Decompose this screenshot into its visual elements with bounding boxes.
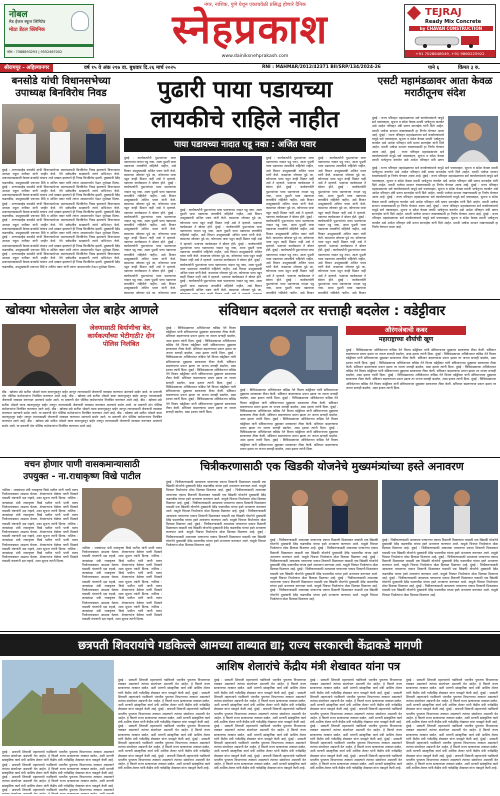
story-forts-photo xyxy=(2,660,114,746)
story-vadettiwar-headline: संविधान बदलले तर सत्ताही बदलेल : वडेट्टीवार xyxy=(218,303,446,319)
divider-2 xyxy=(0,457,500,458)
story-vikhe-headline: वचन होणार पाणी वासकमान्यासाठी xyxy=(24,460,140,470)
story-khokya-body: बीड : खोक्या उर्फ सतीश भोसले याला कारागृहातून बाहेर आणून त्याच्यासाठी जेवणाची व्यवस्था करण्यात आल्याचे समोर आले. या प्रकरणी दोन पोलिस कर्मचाऱ्यांना निलंबित करण्यात आले आहे. बीड : खोक्या उर्फ सतीश भोसले याला कारागृहातून बाहेर आणून त्याच्यासाठी जेवणाची व्यवस्था करण्यात आल्याचे समोर आले. या प्रकरणी दोन पोलिस कर्मचाऱ्यांना निलंबित करण्यात आले आहे. बीड : खोक्या उर्फ सतीश भोसले याला कारागृहातून बाहेर आणून त्याच्यासाठी जेवणाची व्यवस्था करण्यात आल्याचे समोर आले. या प्रकरणी दोन पोलिस कर्मचाऱ्यांना निलंबित करण्यात आले आहे. बीड : खोक्या उर्फ सतीश भोसले याला कारागृहातून बाहेर आणून त्याच्यासाठी जेवणाची व्यवस्था करण्यात आल्याचे समोर आले. या प्रकरणी दोन पोलिस कर्मचाऱ्यांना निलंबित करण्यात आले आहे. बीड : खोक्या उर्फ सतीश भोसले याला कारागृहातून बाहेर आणून त्याच्यासाठी जेवणाची व्यवस्था करण्यात आल्याचे समोर आले. या प्रकरणी दोन पोलिस कर्मचाऱ्यांना निलंबित करण्यात आले आहे. बीड : खोक्या उर्फ सतीश भोसले याला कारागृहातून बाहेर आणून त्याच्यासाठी जेवणाची व्यवस्था करण्यात आल्याचे समोर आले. या प्रकरणी दोन पोलिस कर्मचाऱ्यांना निलंबित करण्यात आले आहे. xyxy=(2,390,162,428)
story-st xyxy=(372,76,498,296)
right-ad-logo xyxy=(407,6,421,20)
story-vadettiwar-body-a: मुंबई : विधिमंडळाच्या अधिवेशनात काँग्रेस नेते विजय वडेट्टीवार यांनी संविधानाच्या मुद्द्यावर सरकारवर टीका केली. संविधान बदलण्याचा प्रयत्न झाला तर जनता सत्ताही बदलेल, असा इशारा त्यांनी दिला. मुंबई : विधिमंडळाच्या अधिवेशनात काँग्रेस नेते विजय वडेट्टीवार यांनी संविधानाच्या मुद्द्यावर सरकारवर टीका केली. संविधान बदलण्याचा प्रयत्न झाला तर जनता सत्ताही बदलेल, असा इशारा त्यांनी दिला. मुंबई : विधिमंडळाच्या अधिवेशनात काँग्रेस नेते विजय वडेट्टीवार यांनी संविधानाच्या मुद्द्यावर सरकारवर टीका केली. संविधान बदलण्याचा प्रयत्न झाला तर जनता सत्ताही बदलेल, असा इशारा त्यांनी दिला. मुंबई : विधिमंडळाच्या अधिवेशनात काँग्रेस नेते विजय वडेट्टीवार यांनी संविधानाच्या मुद्द्यावर सरकारवर टीका केली. संविधान बदलण्याचा प्रयत्न झाला तर जनता सत्ताही बदलेल, असा इशारा त्यांनी दिला. मुंबई : विधिमंडळाच्या अधिवेशनात काँग्रेस नेते विजय वडेट्टीवार यांनी संविधानाच्या मुद्द्यावर सरकारवर टीका केली. संविधान बदलण्याचा प्रयत्न झाला तर जनता सत्ताही बदलेल, असा इशारा त्यांनी दिला. मुंबई : विधिमंडळाच्या अधिवेशनात काँग्रेस नेते विजय वडेट्टीवार यांनी संविधानाच्या मुद्द्यावर सरकारवर टीका केली. संविधान बदलण्याचा प्रयत्न झाला तर जनता सत्ताही बदलेल, असा इशारा त्यांनी दिला. xyxy=(166,326,236,415)
lead-body-col2: मुंबई : कार्यकर्त्यांनी पुढाऱ्यांच्या पाया पडण्याच्या नादात पडू नका, आता पुढारी पाया पडायच्या लायकीचे राहिलेले नाहीत, असे विधान उपमुख्यमंत्री अजित पवार यांनी केले. कामाच्या जोरावर पुढे जा, कोणाच्या पाया पडून काही मिळत नाही असे ते म्हणाले. पक्षाच्या कार्यक्रमात ते बोलत होते. मुंबई : कार्यकर्त्यांनी पुढाऱ्यांच्या पाया पडण्याच्या नादात पडू नका, आता पुढारी पाया पडायच्या लायकीचे राहिलेले नाहीत, असे विधान उपमुख्यमंत्री अजित पवार यांनी केले. कामाच्या जोरावर पुढे जा, कोणाच्या पाया पडून काही मिळत नाही असे ते म्हणाले. पक्षाच्या कार्यक्रमात ते बोलत होते. मुंबई : कार्यकर्त्यांनी पुढाऱ्यांच्या पाया पडण्याच्या नादात पडू नका, आता पुढारी पाया पडायच्या लायकीचे राहिलेले नाहीत, असे विधान उपमुख्यमंत्री अजित पवार यांनी केले. कामाच्या जोरावर पुढे जा, कोणाच्या पाया पडून काही मिळत नाही असे ते म्हणाले. पक्षाच्या कार्यक्रमात ते बोलत होते. मुंबई : कार्यकर्त्यांनी पुढाऱ्यांच्या पाया पडण्याच्या नादात पडू नका, आता पुढारी पाया पडायच्या लायकीचे राहिलेले नाहीत, असे विधान उपमुख्यमंत्री अजित पवार यांनी केले. कामाच्या जोरावर पुढे जा, कोणाच्या पाया पडून काही मिळत नाही असे ते म्हणाले. पक्षाच्या कार्यक्रमात ते बोलत होते. मुंबई : कार्यकर्त्यांनी पुढाऱ्यांच्या पाया पडण्याच्या नादात पडू नका, आता पुढारी पाया पडायच्या लायकीचे राहिलेले नाहीत, असे विधान उपमुख्यमंत्री अजित पवार यांनी केले. कामाच्या जोरावर पुढे जा, xyxy=(180,208,262,292)
story-film-body-c: मुंबई : चित्रीकरणासाठी आवश्यक परवानग्या एकाच ठिकाणी मिळाव्यात यासाठी एक खिडकी योजनेचे मुख्यमंत्री देवेंद्र फडणवीस यांच्या हस्ते अनावरण करण्यात आले. यामुळे चित्रपट निर्मात्यांना मोठा दिलासा मिळणार आहे. मुंबई : चित्रीकरणासाठी आवश्यक परवानग्या एकाच ठिकाणी मिळाव्यात यासाठी एक खिडकी योजनेचे मुख्यमंत्री देवेंद्र फडणवीस यांच्या हस्ते अनावरण करण्यात आले. यामुळे चित्रपट निर्मात्यांना मोठा दिलासा मिळणार आहे. मुंबई : चित्रीकरणासाठी आवश्यक परवानग्या एकाच ठिकाणी मिळाव्यात यासाठी एक खिडकी योजनेचे मुख्यमंत्री देवेंद्र फडणवीस यांच्या हस्ते अनावरण करण्यात आले. यामुळे चित्रपट निर्मात्यांना मोठा दिलासा मिळणार आहे. मुंबई : चित्रीकरणासाठी आवश्यक परवानग्या एकाच ठिकाणी मिळाव्यात यासाठी एक खिडकी योजनेचे मुख्यमंत्री देवेंद्र फडणवीस यांच्या हस्ते अनावरण करण्यात आले. यामुळे चित्रपट निर्मात्यांना मोठा दिलासा मिळणार आहे. मुंबई : चित्रीकरणासाठी आवश्यक परवानग्या एकाच ठिकाणी मिळाव्यात यासाठी एक खिडकी योजनेचे मुख्यमंत्री देवेंद्र फडणवीस यांच्या हस्ते अनावरण करण्यात आले. यामुळे चित्रपट निर्मात्यांना मोठा दिलासा मिळणार आहे. मुंबई : चित्रीकरणासाठी आवश्यक परवानग्या एकाच ठिकाणी मिळाव्यात यासाठी एक खिडकी योजनेचे मुख्यमंत्री देवेंद्र फडणवीस यांच्या हस्ते अनावरण करण्यात आले. यामुळे चित्रपट निर्मात्यांना मोठा दिलासा मिळणार आहे. xyxy=(382,538,498,597)
story-forts-body-c: मुंबई : छत्रपती शिवाजी महाराजांचे गडकिल्ले भारतीय पुरातत्व विभागाच्या ताब्यात असल्याने त्यांच्या संवर्धनात अडचणी येत आहेत. हे किल्ले राज्य सरकारच्या ताब्यात द्यावेत, अशी मागणी सांस्कृतिक कार्य मंत्री आशिष शेलार यांनी केंद्रीय मंत्री गजेंद्रसिंह शेखावत यांना पत्राद्वारे केली आहे. मुंबई : छत्रपती शिवाजी महाराजांचे गडकिल्ले भारतीय पुरातत्व विभागाच्या ताब्यात असल्याने त्यांच्या संवर्धनात अडचणी येत आहेत. हे किल्ले राज्य सरकारच्या ताब्यात द्यावेत, अशी मागणी सांस्कृतिक कार्य मंत्री आशिष शेलार यांनी केंद्रीय मंत्री गजेंद्रसिंह शेखावत यांना पत्राद्वारे केली आहे. मुंबई : छत्रपती शिवाजी महाराजांचे गडकिल्ले भारतीय पुरातत्व विभागाच्या ताब्यात असल्याने त्यांच्या संवर्धनात अडचणी येत आहेत. हे किल्ले राज्य सरकारच्या ताब्यात द्यावेत, अशी मागणी सांस्कृतिक कार्य मंत्री आशिष शेलार यांनी केंद्रीय मंत्री गजेंद्रसिंह शेखावत यांना पत्राद्वारे केली आहे. मुंबई : छत्रपती शिवाजी महाराजांचे गडकिल्ले भारतीय पुरातत्व विभागाच्या ताब्यात असल्याने त्यांच्या संवर्धनात अडचणी येत आहेत. हे किल्ले राज्य सरकारच्या ताब्यात द्यावेत, अशी मागणी सांस्कृतिक कार्य मंत्री आशिष शेलार यांनी केंद्रीय मंत्री गजेंद्रसिंह शेखावत यांना पत्राद्वारे केली आहे. मुंबई : छत्रपती शिवाजी महाराजांचे गडकिल्ले भारतीय पुरातत्व विभागाच्या ताब्यात असल्याने त्यांच्या संवर्धनात अडचणी येत आहेत. हे किल्ले राज्य सरकारच्या ताब्यात द्यावेत, अशी मागणी सांस्कृतिक कार्य मंत्री आशिष शेलार यांनी केंद्रीय मंत्री गजेंद्रसिंह शेखावत यांना पत्राद्वारे केली आहे. मुंबई : छत्रपती शिवाजी महाराजांचे गडकिल्ले भारतीय पुरातत्व विभागाच्या ताब्यात असल्याने त्यांच्या संवर्धनात अडचणी येत आहेत. हे किल्ले राज्य सरकारच्या ताब्यात द्यावेत, अशी मागणी सांस्कृतिक कार्य मंत्री आशिष शेलार यांनी केंद्रीय मंत्री गजेंद्रसिंह शेखावत यांना पत्राद्वारे केली आहे. xyxy=(214,678,306,771)
story-film xyxy=(166,460,498,628)
story-vikhe-photo xyxy=(82,488,162,542)
lead-body-col1: मुंबई : कार्यकर्त्यांनी पुढाऱ्यांच्या पाया पडण्याच्या नादात पडू नका, आता पुढारी पाया पडायच्या लायकीचे राहिलेले नाहीत, असे विधान उपमुख्यमंत्री अजित पवार यांनी केले. कामाच्या जोरावर पुढे जा, कोणाच्या पाया पडून काही मिळत नाही असे ते म्हणाले. पक्षाच्या कार्यक्रमात ते बोलत होते. मुंबई : कार्यकर्त्यांनी पुढाऱ्यांच्या पाया पडण्याच्या नादात पडू नका, आता पुढारी पाया पडायच्या लायकीचे राहिलेले नाहीत, असे विधान उपमुख्यमंत्री अजित पवार यांनी केले. कामाच्या जोरावर पुढे जा, कोणाच्या पाया पडून काही मिळत नाही असे ते म्हणाले. पक्षाच्या कार्यक्रमात ते बोलत होते. मुंबई : कार्यकर्त्यांनी पुढाऱ्यांच्या पाया पडण्याच्या नादात पडू नका, आता पुढारी पाया पडायच्या लायकीचे राहिलेले नाहीत, असे विधान उपमुख्यमंत्री अजित पवार यांनी केले. कामाच्या जोरावर पुढे जा, कोणाच्या पाया पडून काही मिळत नाही असे ते म्हणाले. पक्षाच्या कार्यक्रमात ते बोलत होते. मुंबई : कार्यकर्त्यांनी पुढाऱ्यांच्या पाया पडण्याच्या नादात पडू नका, आता पुढारी पाया पडायच्या लायकीचे राहिलेले नाहीत, असे विधान उपमुख्यमंत्री अजित पवार यांनी केले. कामाच्या जोरावर पुढे जा, कोणाच्या पाया पडून काही मिळत नाही असे ते म्हणाले. पक्षाच्या कार्यक्रमात ते बोलत होते. मुंबई : कार्यकर्त्यांनी पुढाऱ्यांच्या पाया पडण्याच्या नादात पडू नका, आता पुढारी पाया पडायच्या लायकीचे राहिलेले नाहीत, असे विधान उपमुख्यमंत्री अजित पवार यांनी केले. कामाच्या जोरावर पुढे जा, कोणाच्या पाया xyxy=(124,156,176,294)
story-forts-body-b: मुंबई : छत्रपती शिवाजी महाराजांचे गडकिल्ले भारतीय पुरातत्व विभागाच्या ताब्यात असल्याने त्यांच्या संवर्धनात अडचणी येत आहेत. हे किल्ले राज्य सरकारच्या ताब्यात द्यावेत, अशी मागणी सांस्कृतिक कार्य मंत्री आशिष शेलार यांनी केंद्रीय मंत्री गजेंद्रसिंह शेखावत यांना पत्राद्वारे केली आहे. मुंबई : छत्रपती शिवाजी महाराजांचे गडकिल्ले भारतीय पुरातत्व विभागाच्या ताब्यात असल्याने त्यांच्या संवर्धनात अडचणी येत आहेत. हे किल्ले राज्य सरकारच्या ताब्यात द्यावेत, अशी मागणी सांस्कृतिक कार्य मंत्री आशिष शेलार यांनी केंद्रीय मंत्री गजेंद्रसिंह शेखावत यांना पत्राद्वारे केली आहे. मुंबई : छत्रपती शिवाजी महाराजांचे गडकिल्ले भारतीय पुरातत्व विभागाच्या ताब्यात असल्याने त्यांच्या संवर्धनात अडचणी येत आहेत. हे किल्ले राज्य सरकारच्या ताब्यात द्यावेत, अशी मागणी सांस्कृतिक कार्य मंत्री आशिष शेलार यांनी केंद्रीय मंत्री गजेंद्रसिंह शेखावत यांना पत्राद्वारे केली आहे. मुंबई : छत्रपती शिवाजी महाराजांचे गडकिल्ले भारतीय पुरातत्व विभागाच्या ताब्यात असल्याने त्यांच्या संवर्धनात अडचणी येत आहेत. हे किल्ले राज्य सरकारच्या ताब्यात द्यावेत, अशी मागणी सांस्कृतिक कार्य मंत्री आशिष शेलार यांनी केंद्रीय मंत्री गजेंद्रसिंह शेखावत यांना पत्राद्वारे केली आहे. मुंबई : छत्रपती शिवाजी महाराजांचे गडकिल्ले भारतीय पुरातत्व विभागाच्या ताब्यात असल्याने त्यांच्या संवर्धनात अडचणी येत आहेत. हे किल्ले राज्य सरकारच्या ताब्यात द्यावेत, अशी मागणी सांस्कृतिक कार्य मंत्री आशिष शेलार यांनी केंद्रीय मंत्री गजेंद्रसिंह शेखावत यांना पत्राद्वारे केली आहे. मुंबई : छत्रपती शिवाजी महाराजांचे गडकिल्ले भारतीय पुरातत्व विभागाच्या ताब्यात असल्याने त्यांच्या संवर्धनात अडचणी येत आहेत. हे किल्ले राज्य सरकारच्या ताब्यात द्यावेत, अशी मागणी सांस्कृतिक कार्य मंत्री आशिष शेलार यांनी केंद्रीय मंत्री गजेंद्रसिंह शेखावत यांना पत्राद्वारे केली आहे. xyxy=(118,678,210,771)
story-vadettiwar-body-b: मुंबई : विधिमंडळाच्या अधिवेशनात काँग्रेस नेते विजय वडेट्टीवार यांनी संविधानाच्या मुद्द्यावर सरकारवर टीका केली. संविधान बदलण्याचा प्रयत्न झाला तर जनता सत्ताही बदलेल, असा इशारा त्यांनी दिला. मुंबई : विधिमंडळाच्या अधिवेशनात काँग्रेस नेते विजय वडेट्टीवार यांनी संविधानाच्या मुद्द्यावर सरकारवर टीका केली. संविधान बदलण्याचा प्रयत्न झाला तर जनता सत्ताही बदलेल, असा इशारा त्यांनी दिला. मुंबई : विधिमंडळाच्या अधिवेशनात काँग्रेस नेते विजय वडेट्टीवार यांनी संविधानाच्या मुद्द्यावर सरकारवर टीका केली. संविधान बदलण्याचा प्रयत्न झाला तर जनता सत्ताही बदलेल, असा इशारा त्यांनी दिला. मुंबई : विधिमंडळाच्या अधिवेशनात काँग्रेस नेते विजय वडेट्टीवार यांनी संविधानाच्या मुद्द्यावर सरकारवर टीका केली. संविधान बदलण्याचा प्रयत्न झाला तर जनता सत्ताही बदलेल, असा इशारा त्यांनी दिला. मुंबई : विधिमंडळाच्या अधिवेशनात काँग्रेस नेते विजय वडेट्टीवार यांनी संविधानाच्या मुद्द्यावर सरकारवर टीका केली. संविधान बदलण्याचा प्रयत्न झाला तर जनता सत्ताही बदलेल, असा इशारा त्यांनी दिला. मुंबई : विधिमंडळाच्या अधिवेशनात काँग्रेस नेते विजय वडेट्टीवार यांनी संविधानाच्या मुद्द्यावर सरकारवर टीका केली. संविधान बदलण्याचा प्रयत्न झाला तर जनता सत्ताही बदलेल, असा इशारा त्यांनी दिला. xyxy=(240,388,338,451)
story-film-photo-2 xyxy=(382,480,498,534)
right-ad-line1: Ready Mix Concrete xyxy=(425,19,482,25)
story-bansode-headline: बनसोडे यांची विधानसभेच्या उपाध्यक्ष बिनविरोध निवड xyxy=(11,76,111,99)
story-st-photo xyxy=(448,116,498,162)
left-ad-subtitle: मेड ईजल स्कूल लिमिटेड xyxy=(9,19,46,24)
left-ad-line: मोठा डेंटल क्लिनिक xyxy=(9,27,45,33)
left-ad-phone: फोन : 7588893293 | 9552467002 xyxy=(7,50,63,54)
story-film-photo-1 xyxy=(270,480,378,534)
divider-1 xyxy=(0,299,500,300)
right-ad xyxy=(404,4,496,58)
lead-body-col4: मुंबई : कार्यकर्त्यांनी पुढाऱ्यांच्या पाया पडण्याच्या नादात पडू नका, आता पुढारी पाया पडायच्या लायकीचे राहिलेले नाहीत, असे विधान उपमुख्यमंत्री अजित पवार यांनी केले. कामाच्या जोरावर पुढे जा, कोणाच्या पाया पडून काही मिळत नाही असे ते म्हणाले. पक्षाच्या कार्यक्रमात ते बोलत होते. मुंबई : कार्यकर्त्यांनी पुढाऱ्यांच्या पाया पडण्याच्या नादात पडू नका, आता पुढारी पाया पडायच्या लायकीचे राहिलेले नाहीत, असे विधान उपमुख्यमंत्री अजित पवार यांनी केले. कामाच्या जोरावर पुढे जा, कोणाच्या पाया पडून काही मिळत नाही असे ते म्हणाले. पक्षाच्या कार्यक्रमात ते बोलत होते. मुंबई : कार्यकर्त्यांनी पुढाऱ्यांच्या पाया पडण्याच्या नादात पडू नका, आता पुढारी पाया पडायच्या लायकीचे राहिलेले नाहीत, असे विधान उपमुख्यमंत्री अजित पवार यांनी केले. कामाच्या जोरावर पुढे जा, कोणाच्या पाया पडून काही मिळत नाही असे ते म्हणाले. पक्षाच्या कार्यक्रमात ते बोलत होते. मुंबई : कार्यकर्त्यांनी पुढाऱ्यांच्या पाया पडण्याच्या नादात पडू नका, आता पुढारी पाया पडायच्या लायकीचे राहिलेले नाहीत, असे विधान उपमुख्यमंत्री अजित पवार यांनी केले. कामाच्या जोरावर पुढे जा, कोणाच्या पाया पडून काही मिळत नाही असे ते म्हणाले. पक्षाच्या कार्यक्रमात ते बोलत होते. मुंबई : कार्यकर्त्यांनी पुढाऱ्यांच्या पाया पडण्याच्या नादात पडू नका, आता पुढारी पाया पडायच्या लायकीचे राहिलेले नाहीत, असे विधान xyxy=(318,156,366,294)
page-count: पाने ६ xyxy=(428,65,440,71)
right-ad-line2: by CHAVAN CONSTRUCTION xyxy=(409,26,493,31)
story-khokya xyxy=(2,302,162,454)
lead-body-col3: मुंबई : कार्यकर्त्यांनी पुढाऱ्यांच्या पाया पडण्याच्या नादात पडू नका, आता पुढारी पाया पडायच्या लायकीचे राहिलेले नाहीत, असे विधान उपमुख्यमंत्री अजित पवार यांनी केले. कामाच्या जोरावर पुढे जा, कोणाच्या पाया पडून काही मिळत नाही असे ते म्हणाले. पक्षाच्या कार्यक्रमात ते बोलत होते. मुंबई : कार्यकर्त्यांनी पुढाऱ्यांच्या पाया पडण्याच्या नादात पडू नका, आता पुढारी पाया पडायच्या लायकीचे राहिलेले नाहीत, असे विधान उपमुख्यमंत्री अजित पवार यांनी केले. कामाच्या जोरावर पुढे जा, कोणाच्या पाया पडून काही मिळत नाही असे ते म्हणाले. पक्षाच्या कार्यक्रमात ते बोलत होते. मुंबई : कार्यकर्त्यांनी पुढाऱ्यांच्या पाया पडण्याच्या नादात पडू नका, आता पुढारी पाया पडायच्या लायकीचे राहिलेले नाहीत, असे विधान उपमुख्यमंत्री अजित पवार यांनी केले. कामाच्या जोरावर पुढे जा, कोणाच्या पाया पडून काही मिळत नाही असे ते म्हणाले. पक्षाच्या कार्यक्रमात ते बोलत होते. मुंबई : कार्यकर्त्यांनी पुढाऱ्यांच्या पाया पडण्याच्या नादात पडू नका, आता पुढारी पाया पडायच्या लायकीचे राहिलेले नाहीत, असे विधान उपमुख्यमंत्री अजित पवार यांनी केले. कामाच्या जोरावर पुढे जा, कोणाच्या पाया पडून काही मिळत नाही असे ते म्हणाले. पक्षाच्या कार्यक्रमात ते बोलत होते. मुंबई : कार्यकर्त्यांनी पुढाऱ्यांच्या पाया पडण्याच्या नादात पडू नका, आता पुढारी पाया पडायच्या लायकीचे राहिलेले नाहीत, असे विधान xyxy=(266,156,314,294)
story-khokya-headline: खोक्या भोसलेला जेल बाहेर आणले xyxy=(5,303,159,317)
story-khokya-subhead: जेवणासाठी बिर्याणीचा बेत, कार्यकर्त्यांच्या भेटीगाठी? दोन पोलिस निलंबित xyxy=(87,324,155,348)
issue-details: वर्ष १५ वे अंक २१७ वा. बुधवार दि.२६ मार्च २०२५ xyxy=(84,65,176,71)
right-ad-phone: +91 7028648049, +91 9860225922 xyxy=(405,50,495,57)
story-vadettiwar-tag: औरंगजेबाची कबर xyxy=(346,326,466,335)
story-bansode-photo xyxy=(2,104,120,164)
story-bansode-body: मुंबई : अण्णासाहेब बनसोडे यांची विधानसभेच्या उपाध्यक्षपदी बिनविरोध निवड झाल्याचे विधानसभा अध्यक्ष राहुल नार्वेकर यांनी जाहीर केले. नेते सर्वपक्षीय सदस्यांनी त्यांचे अभिनंदन केले. उपाध्यक्षपदासाठी केवळ बनसोडे यांचाच अर्ज दाखल झाल्याने ही निवड बिनविरोध झाली. मुख्यमंत्री देवेंद्र फडणवीस, उपमुख्यमंत्री एकनाथ शिंदे व अजित पवार यांनी त्यांना आसनापर्यंत नेऊन शुभेच्छा दिल्या. मुंबई : अण्णासाहेब बनसोडे यांची विधानसभेच्या उपाध्यक्षपदी बिनविरोध निवड झाल्याचे विधानसभा अध्यक्ष राहुल नार्वेकर यांनी जाहीर केले. नेते सर्वपक्षीय सदस्यांनी त्यांचे अभिनंदन केले. उपाध्यक्षपदासाठी केवळ बनसोडे यांचाच अर्ज दाखल झाल्याने ही निवड बिनविरोध झाली. मुख्यमंत्री देवेंद्र फडणवीस, उपमुख्यमंत्री एकनाथ शिंदे व अजित पवार यांनी त्यांना आसनापर्यंत नेऊन शुभेच्छा दिल्या. मुंबई : अण्णासाहेब बनसोडे यांची विधानसभेच्या उपाध्यक्षपदी बिनविरोध निवड झाल्याचे विधानसभा अध्यक्ष राहुल नार्वेकर यांनी जाहीर केले. नेते सर्वपक्षीय सदस्यांनी त्यांचे अभिनंदन केले. उपाध्यक्षपदासाठी केवळ बनसोडे यांचाच अर्ज दाखल झाल्याने ही निवड बिनविरोध झाली. मुख्यमंत्री देवेंद्र फडणवीस, उपमुख्यमंत्री एकनाथ शिंदे व अजित पवार यांनी त्यांना आसनापर्यंत नेऊन शुभेच्छा दिल्या. मुंबई : अण्णासाहेब बनसोडे यांची विधानसभेच्या उपाध्यक्षपदी बिनविरोध निवड झाल्याचे विधानसभा अध्यक्ष राहुल नार्वेकर यांनी जाहीर केले. नेते सर्वपक्षीय सदस्यांनी त्यांचे अभिनंदन केले. उपाध्यक्षपदासाठी केवळ बनसोडे यांचाच अर्ज दाखल झाल्याने ही निवड बिनविरोध झाली. मुख्यमंत्री देवेंद्र फडणवीस, उपमुख्यमंत्री एकनाथ शिंदे व अजित पवार यांनी त्यांना आसनापर्यंत नेऊन शुभेच्छा दिल्या. मुंबई : अण्णासाहेब बनसोडे यांची विधानसभेच्या उपाध्यक्षपदी बिनविरोध निवड झाल्याचे विधानसभा अध्यक्ष राहुल नार्वेकर यांनी जाहीर केले. नेते सर्वपक्षीय सदस्यांनी त्यांचे अभिनंदन केले. उपाध्यक्षपदासाठी केवळ बनसोडे यांचाच अर्ज दाखल झाल्याने ही निवड बिनविरोध झाली. मुख्यमंत्री देवेंद्र फडणवीस, उपमुख्यमंत्री एकनाथ शिंदे व अजित पवार यांनी त्यांना आसनापर्यंत नेऊन शुभेच्छा दिल्या. मुंबई : अण्णासाहेब बनसोडे यांची विधानसभेच्या उपाध्यक्षपदी बिनविरोध निवड झाल्याचे विधानसभा अध्यक्ष राहुल नार्वेकर यांनी जाहीर केले. नेते सर्वपक्षीय सदस्यांनी त्यांचे अभिनंदन केले. उपाध्यक्षपदासाठी केवळ बनसोडे यांचाच अर्ज दाखल झाल्याने ही निवड बिनविरोध झाली. मुख्यमंत्री देवेंद्र फडणवीस, उपमुख्यमंत्री एकनाथ शिंदे व अजित पवार यांनी त्यांना आसनापर्यंत नेऊन शुभेच्छा दिल्या. xyxy=(2,168,120,269)
lead-headline-bottom: लायकीचे राहिले नाहीत xyxy=(150,107,340,133)
story-forts-headline: छत्रपती शिवरायांचे गडकिल्ले आमच्या ताब्यात द्या; राज्य सरकारची केंद्राकडे मागणी xyxy=(0,634,500,656)
left-ad xyxy=(4,4,94,58)
masthead-tagline: नगर, नाशिक, पुणे येथून एकाचवेळी प्रसिद्ध होणारे दैनिक xyxy=(204,2,306,8)
story-forts-body-d: मुंबई : छत्रपती शिवाजी महाराजांचे गडकिल्ले भारतीय पुरातत्व विभागाच्या ताब्यात असल्याने त्यांच्या संवर्धनात अडचणी येत आहेत. हे किल्ले राज्य सरकारच्या ताब्यात द्यावेत, अशी मागणी सांस्कृतिक कार्य मंत्री आशिष शेलार यांनी केंद्रीय मंत्री गजेंद्रसिंह शेखावत यांना पत्राद्वारे केली आहे. मुंबई : छत्रपती शिवाजी महाराजांचे गडकिल्ले भारतीय पुरातत्व विभागाच्या ताब्यात असल्याने त्यांच्या संवर्धनात अडचणी येत आहेत. हे किल्ले राज्य सरकारच्या ताब्यात द्यावेत, अशी मागणी सांस्कृतिक कार्य मंत्री आशिष शेलार यांनी केंद्रीय मंत्री गजेंद्रसिंह शेखावत यांना पत्राद्वारे केली आहे. मुंबई : छत्रपती शिवाजी महाराजांचे गडकिल्ले भारतीय पुरातत्व विभागाच्या ताब्यात असल्याने त्यांच्या संवर्धनात अडचणी येत आहेत. हे किल्ले राज्य सरकारच्या ताब्यात द्यावेत, अशी मागणी सांस्कृतिक कार्य मंत्री आशिष शेलार यांनी केंद्रीय मंत्री गजेंद्रसिंह शेखावत यांना पत्राद्वारे केली आहे. मुंबई : छत्रपती शिवाजी महाराजांचे गडकिल्ले भारतीय पुरातत्व विभागाच्या ताब्यात असल्याने त्यांच्या संवर्धनात अडचणी येत आहेत. हे किल्ले राज्य सरकारच्या ताब्यात द्यावेत, अशी मागणी सांस्कृतिक कार्य मंत्री आशिष शेलार यांनी केंद्रीय मंत्री गजेंद्रसिंह शेखावत यांना पत्राद्वारे केली आहे. मुंबई : छत्रपती शिवाजी महाराजांचे गडकिल्ले भारतीय पुरातत्व विभागाच्या ताब्यात असल्याने त्यांच्या संवर्धनात अडचणी येत आहेत. हे किल्ले राज्य सरकारच्या ताब्यात द्यावेत, अशी मागणी सांस्कृतिक कार्य मंत्री आशिष शेलार यांनी केंद्रीय मंत्री गजेंद्रसिंह शेखावत यांना पत्राद्वारे केली आहे. मुंबई : छत्रपती शिवाजी महाराजांचे गडकिल्ले भारतीय पुरातत्व विभागाच्या ताब्यात असल्याने त्यांच्या संवर्धनात अडचणी येत आहेत. हे किल्ले राज्य सरकारच्या ताब्यात द्यावेत, अशी मागणी सांस्कृतिक कार्य मंत्री आशिष शेलार यांनी केंद्रीय मंत्री गजेंद्रसिंह शेखावत यांना पत्राद्वारे केली आहे. xyxy=(310,678,402,771)
masthead-title: स्नेहप्रकाश xyxy=(172,7,328,53)
left-ad-bar xyxy=(5,44,93,47)
right-ad-brand: TEJRAJ xyxy=(425,7,462,18)
story-film-body-a: मुंबई : चित्रीकरणासाठी आवश्यक परवानग्या एकाच ठिकाणी मिळाव्यात यासाठी एक खिडकी योजनेचे मुख्यमंत्री देवेंद्र फडणवीस यांच्या हस्ते अनावरण करण्यात आले. यामुळे चित्रपट निर्मात्यांना मोठा दिलासा मिळणार आहे. मुंबई : चित्रीकरणासाठी आवश्यक परवानग्या एकाच ठिकाणी मिळाव्यात यासाठी एक खिडकी योजनेचे मुख्यमंत्री देवेंद्र फडणवीस यांच्या हस्ते अनावरण करण्यात आले. यामुळे चित्रपट निर्मात्यांना मोठा दिलासा मिळणार आहे. मुंबई : चित्रीकरणासाठी आवश्यक परवानग्या एकाच ठिकाणी मिळाव्यात यासाठी एक खिडकी योजनेचे मुख्यमंत्री देवेंद्र फडणवीस यांच्या हस्ते अनावरण करण्यात आले. यामुळे चित्रपट निर्मात्यांना मोठा दिलासा मिळणार आहे. मुंबई : चित्रीकरणासाठी आवश्यक परवानग्या एकाच ठिकाणी मिळाव्यात यासाठी एक खिडकी योजनेचे मुख्यमंत्री देवेंद्र फडणवीस यांच्या हस्ते अनावरण करण्यात आले. यामुळे चित्रपट निर्मात्यांना मोठा दिलासा मिळणार आहे. मुंबई : चित्रीकरणासाठी आवश्यक परवानग्या एकाच ठिकाणी मिळाव्यात यासाठी एक खिडकी योजनेचे मुख्यमंत्री देवेंद्र फडणवीस यांच्या हस्ते अनावरण करण्यात आले. यामुळे चित्रपट निर्मात्यांना मोठा दिलासा मिळणार आहे. मुंबई : चित्रीकरणासाठी आवश्यक परवानग्या एकाच ठिकाणी मिळाव्यात यासाठी एक खिडकी योजनेचे मुख्यमंत्री देवेंद्र फडणवीस यांच्या हस्ते अनावरण करण्यात आले. यामुळे चित्रपट निर्मात्यांना मोठा दिलासा मिळणार आहे. xyxy=(166,480,266,548)
story-vadettiwar-tag-sub: महाराष्ट्राच्या शौर्याची खूण xyxy=(378,336,434,343)
story-forts-body-e: मुंबई : छत्रपती शिवाजी महाराजांचे गडकिल्ले भारतीय पुरातत्व विभागाच्या ताब्यात असल्याने त्यांच्या संवर्धनात अडचणी येत आहेत. हे किल्ले राज्य सरकारच्या ताब्यात द्यावेत, अशी मागणी सांस्कृतिक कार्य मंत्री आशिष शेलार यांनी केंद्रीय मंत्री गजेंद्रसिंह शेखावत यांना पत्राद्वारे केली आहे. मुंबई : छत्रपती शिवाजी महाराजांचे गडकिल्ले भारतीय पुरातत्व विभागाच्या ताब्यात असल्याने त्यांच्या संवर्धनात अडचणी येत आहेत. हे किल्ले राज्य सरकारच्या ताब्यात द्यावेत, अशी मागणी सांस्कृतिक कार्य मंत्री आशिष शेलार यांनी केंद्रीय मंत्री गजेंद्रसिंह शेखावत यांना पत्राद्वारे केली आहे. मुंबई : छत्रपती शिवाजी महाराजांचे गडकिल्ले भारतीय पुरातत्व विभागाच्या ताब्यात असल्याने त्यांच्या संवर्धनात अडचणी येत आहेत. हे किल्ले राज्य सरकारच्या ताब्यात द्यावेत, अशी मागणी सांस्कृतिक कार्य मंत्री आशिष शेलार यांनी केंद्रीय मंत्री गजेंद्रसिंह शेखावत यांना पत्राद्वारे केली आहे. मुंबई : छत्रपती शिवाजी महाराजांचे गडकिल्ले भारतीय पुरातत्व विभागाच्या ताब्यात असल्याने त्यांच्या संवर्धनात अडचणी येत आहेत. हे किल्ले राज्य सरकारच्या ताब्यात द्यावेत, अशी मागणी सांस्कृतिक कार्य मंत्री आशिष शेलार यांनी केंद्रीय मंत्री गजेंद्रसिंह शेखावत यांना पत्राद्वारे केली आहे. मुंबई : छत्रपती शिवाजी महाराजांचे गडकिल्ले भारतीय पुरातत्व विभागाच्या ताब्यात असल्याने त्यांच्या संवर्धनात अडचणी येत आहेत. हे किल्ले राज्य सरकारच्या ताब्यात द्यावेत, अशी मागणी सांस्कृतिक कार्य मंत्री आशिष शेलार यांनी केंद्रीय मंत्री गजेंद्रसिंह शेखावत यांना पत्राद्वारे केली आहे. मुंबई : छत्रपती शिवाजी महाराजांचे गडकिल्ले भारतीय पुरातत्व विभागाच्या ताब्यात असल्याने त्यांच्या संवर्धनात अडचणी येत आहेत. हे किल्ले राज्य सरकारच्या ताब्यात द्यावेत, अशी मागणी सांस्कृतिक कार्य मंत्री आशिष शेलार यांनी केंद्रीय मंत्री गजेंद्रसिंह शेखावत यांना पत्राद्वारे केली आहे. xyxy=(406,678,498,771)
lead-story xyxy=(124,76,366,296)
story-forts xyxy=(0,634,500,796)
story-vadettiwar xyxy=(166,302,498,454)
mixer-truck-icon xyxy=(413,33,489,47)
story-vikhe-subhead: उपयुक्त - ना.राधाकृष्ण विखे पाटील xyxy=(23,472,141,482)
lead-headline-top: पुढारी पाया पडायच्या xyxy=(157,77,333,103)
tooth-icon xyxy=(71,11,89,31)
story-st-headline: एसटी महामंडळावर आता केवळ मराठीतूनच संदेश xyxy=(377,76,493,99)
lead-subhead: पाया पडायच्या नादात पडू नका : अजित पवार xyxy=(124,138,366,152)
story-vikhe-body-a: नाशिक : जलसंपदा मंत्री राधाकृष्ण विखे पाटील यांनी पाणी वाटप नियोजनाबाबत आढावा घेतला. शेतकऱ्यांना वेळेवर पाणी मिळावे यासाठी यंत्रणांनी दक्ष राहावे, अशा सूचना त्यांनी दिल्या. नाशिक : जलसंपदा मंत्री राधाकृष्ण विखे पाटील यांनी पाणी वाटप नियोजनाबाबत आढावा घेतला. शेतकऱ्यांना वेळेवर पाणी मिळावे यासाठी यंत्रणांनी दक्ष राहावे, अशा सूचना त्यांनी दिल्या. नाशिक : जलसंपदा मंत्री राधाकृष्ण विखे पाटील यांनी पाणी वाटप नियोजनाबाबत आढावा घेतला. शेतकऱ्यांना वेळेवर पाणी मिळावे यासाठी यंत्रणांनी दक्ष राहावे, अशा सूचना त्यांनी दिल्या. नाशिक : जलसंपदा मंत्री राधाकृष्ण विखे पाटील यांनी पाणी वाटप नियोजनाबाबत आढावा घेतला. शेतकऱ्यांना वेळेवर पाणी मिळावे यासाठी यंत्रणांनी दक्ष राहावे, अशा सूचना त्यांनी दिल्या. नाशिक : जलसंपदा मंत्री राधाकृष्ण विखे पाटील यांनी पाणी वाटप नियोजनाबाबत आढावा घेतला. शेतकऱ्यांना वेळेवर पाणी मिळावे यासाठी यंत्रणांनी दक्ष राहावे, अशा सूचना त्यांनी दिल्या. नाशिक : जलसंपदा मंत्री राधाकृष्ण विखे पाटील यांनी पाणी वाटप नियोजनाबाबत आढावा घेतला. शेतकऱ्यांना वेळेवर पाणी मिळावे यासाठी यंत्रणांनी दक्ष राहावे, अशा सूचना त्यांनी दिल्या. xyxy=(2,488,78,564)
left-ad-title: नोबल xyxy=(9,10,28,20)
price: किंमत ३ रु. xyxy=(458,65,480,71)
story-st-body-b: मुंबई : राज्य परिवहन महामंडळाच्या सर्व कार्यालयांमध्ये यापुढे सर्व पत्रव्यवहार, सूचना व संदेश केवळ मराठी भाषेतूनच करावेत असे आदेश परिवहन मंत्री प्रताप सरनाईक यांनी दिले आहेत. मराठी भाषेचा सन्मान राखण्यासाठी हा निर्णय घेण्यात आला आहे. मुंबई : राज्य परिवहन महामंडळाच्या सर्व कार्यालयांमध्ये यापुढे सर्व पत्रव्यवहार, सूचना व संदेश केवळ मराठी भाषेतूनच करावेत असे आदेश परिवहन मंत्री प्रताप सरनाईक यांनी दिले आहेत. मराठी भाषेचा सन्मान राखण्यासाठी हा निर्णय घेण्यात आला आहे. मुंबई : राज्य परिवहन महामंडळाच्या सर्व कार्यालयांमध्ये यापुढे सर्व पत्रव्यवहार, सूचना व संदेश केवळ मराठी भाषेतूनच करावेत असे आदेश परिवहन मंत्री प्रताप सरनाईक यांनी दिले आहेत. मराठी भाषेचा सन्मान राखण्यासाठी हा निर्णय घेण्यात आला आहे. मुंबई : राज्य परिवहन महामंडळाच्या सर्व कार्यालयांमध्ये यापुढे सर्व पत्रव्यवहार, सूचना व संदेश केवळ मराठी भाषेतूनच करावेत असे आदेश परिवहन मंत्री प्रताप सरनाईक यांनी दिले आहेत. मराठी भाषेचा सन्मान राखण्यासाठी हा निर्णय घेण्यात आला आहे. मुंबई : राज्य परिवहन महामंडळाच्या सर्व कार्यालयांमध्ये यापुढे सर्व पत्रव्यवहार, सूचना व संदेश केवळ मराठी भाषेतूनच करावेत असे आदेश परिवहन मंत्री प्रताप सरनाईक यांनी दिले आहेत. मराठी भाषेचा सन्मान राखण्यासाठी हा निर्णय घेण्यात आला आहे. मुंबई : राज्य परिवहन महामंडळाच्या सर्व कार्यालयांमध्ये यापुढे सर्व पत्रव्यवहार, सूचना व संदेश केवळ मराठी भाषेतूनच करावेत असे आदेश परिवहन मंत्री प्रताप सरनाईक यांनी दिले आहेत. मराठी भाषेचा सन्मान राखण्यासाठी हा निर्णय घेण्यात आला आहे. xyxy=(372,166,498,229)
divider-3 xyxy=(0,631,500,632)
story-film-body-b: मुंबई : चित्रीकरणासाठी आवश्यक परवानग्या एकाच ठिकाणी मिळाव्यात यासाठी एक खिडकी योजनेचे मुख्यमंत्री देवेंद्र फडणवीस यांच्या हस्ते अनावरण करण्यात आले. यामुळे चित्रपट निर्मात्यांना मोठा दिलासा मिळणार आहे. मुंबई : चित्रीकरणासाठी आवश्यक परवानग्या एकाच ठिकाणी मिळाव्यात यासाठी एक खिडकी योजनेचे मुख्यमंत्री देवेंद्र फडणवीस यांच्या हस्ते अनावरण करण्यात आले. यामुळे चित्रपट निर्मात्यांना मोठा दिलासा मिळणार आहे. मुंबई : चित्रीकरणासाठी आवश्यक परवानग्या एकाच ठिकाणी मिळाव्यात यासाठी एक खिडकी योजनेचे मुख्यमंत्री देवेंद्र फडणवीस यांच्या हस्ते अनावरण करण्यात आले. यामुळे चित्रपट निर्मात्यांना मोठा दिलासा मिळणार आहे. मुंबई : चित्रीकरणासाठी आवश्यक परवानग्या एकाच ठिकाणी मिळाव्यात यासाठी एक खिडकी योजनेचे मुख्यमंत्री देवेंद्र फडणवीस यांच्या हस्ते अनावरण करण्यात आले. यामुळे चित्रपट निर्मात्यांना मोठा दिलासा मिळणार आहे. मुंबई : चित्रीकरणासाठी आवश्यक परवानग्या एकाच ठिकाणी मिळाव्यात यासाठी एक खिडकी योजनेचे मुख्यमंत्री देवेंद्र फडणवीस यांच्या हस्ते अनावरण करण्यात आले. यामुळे चित्रपट निर्मात्यांना मोठा दिलासा मिळणार आहे. मुंबई : चित्रीकरणासाठी आवश्यक परवानग्या एकाच ठिकाणी मिळाव्यात यासाठी एक खिडकी योजनेचे मुख्यमंत्री देवेंद्र फडणवीस यांच्या हस्ते अनावरण करण्यात आले. यामुळे चित्रपट निर्मात्यांना मोठा दिलासा मिळणार आहे. xyxy=(270,538,378,601)
masthead-website: www.dainiksnehprakash.com xyxy=(221,54,289,59)
story-vadettiwar-photo xyxy=(240,326,338,384)
story-vikhe xyxy=(2,460,162,628)
story-bansode xyxy=(2,76,120,296)
story-vadettiwar-body-c: मुंबई : विधिमंडळाच्या अधिवेशनात काँग्रेस नेते विजय वडेट्टीवार यांनी संविधानाच्या मुद्द्यावर सरकारवर टीका केली. संविधान बदलण्याचा प्रयत्न झाला तर जनता सत्ताही बदलेल, असा इशारा त्यांनी दिला. मुंबई : विधिमंडळाच्या अधिवेशनात काँग्रेस नेते विजय वडेट्टीवार यांनी संविधानाच्या मुद्द्यावर सरकारवर टीका केली. संविधान बदलण्याचा प्रयत्न झाला तर जनता सत्ताही बदलेल, असा इशारा त्यांनी दिला. मुंबई : विधिमंडळाच्या अधिवेशनात काँग्रेस नेते विजय वडेट्टीवार यांनी संविधानाच्या मुद्द्यावर सरकारवर टीका केली. संविधान बदलण्याचा प्रयत्न झाला तर जनता सत्ताही बदलेल, असा इशारा त्यांनी दिला. मुंबई : विधिमंडळाच्या अधिवेशनात काँग्रेस नेते विजय वडेट्टीवार यांनी संविधानाच्या मुद्द्यावर सरकारवर टीका केली. संविधान बदलण्याचा प्रयत्न झाला तर जनता सत्ताही बदलेल, असा इशारा त्यांनी दिला. मुंबई : विधिमंडळाच्या अधिवेशनात काँग्रेस नेते विजय वडेट्टीवार यांनी संविधानाच्या मुद्द्यावर सरकारवर टीका केली. संविधान बदलण्याचा प्रयत्न झाला तर जनता सत्ताही बदलेल, असा इशारा त्यांनी दिला. मुंबई : विधिमंडळाच्या अधिवेशनात काँग्रेस नेते विजय वडेट्टीवार यांनी संविधानाच्या मुद्द्यावर सरकारवर टीका केली. संविधान बदलण्याचा प्रयत्न झाला तर जनता सत्ताही बदलेल, असा इशारा त्यांनी दिला. xyxy=(346,348,496,390)
story-film-headline: चित्रीकरणासाठी एक खिडकी योजनेचे मुख्यमंत्र्यांच्या हस्ते अनावरण xyxy=(200,460,464,473)
lead-photo-ajit-pawar xyxy=(180,156,262,204)
story-forts-subhead: आशिष शेलारांचे केंद्रीय मंत्री शेखावत यांना पत्र xyxy=(215,660,401,673)
story-vikhe-body-b: नाशिक : जलसंपदा मंत्री राधाकृष्ण विखे पाटील यांनी पाणी वाटप नियोजनाबाबत आढावा घेतला. शेतकऱ्यांना वेळेवर पाणी मिळावे यासाठी यंत्रणांनी दक्ष राहावे, अशा सूचना त्यांनी दिल्या. नाशिक : जलसंपदा मंत्री राधाकृष्ण विखे पाटील यांनी पाणी वाटप नियोजनाबाबत आढावा घेतला. शेतकऱ्यांना वेळेवर पाणी मिळावे यासाठी यंत्रणांनी दक्ष राहावे, अशा सूचना त्यांनी दिल्या. नाशिक : जलसंपदा मंत्री राधाकृष्ण विखे पाटील यांनी पाणी वाटप नियोजनाबाबत आढावा घेतला. शेतकऱ्यांना वेळेवर पाणी मिळावे यासाठी यंत्रणांनी दक्ष राहावे, अशा सूचना त्यांनी दिल्या. नाशिक : जलसंपदा मंत्री राधाकृष्ण विखे पाटील यांनी पाणी वाटप नियोजनाबाबत आढावा घेतला. शेतकऱ्यांना वेळेवर पाणी मिळावे यासाठी यंत्रणांनी दक्ष राहावे, अशा सूचना त्यांनी दिल्या. नाशिक : जलसंपदा मंत्री राधाकृष्ण विखे पाटील यांनी पाणी वाटप नियोजनाबाबत आढावा घेतला. शेतकऱ्यांना वेळेवर पाणी मिळावे यासाठी यंत्रणांनी दक्ष राहावे, अशा सूचना त्यांनी दिल्या. नाशिक : जलसंपदा मंत्री राधाकृष्ण विखे पाटील यांनी पाणी वाटप नियोजनाबाबत आढावा घेतला. शेतकऱ्यांना वेळेवर पाणी मिळावे यासाठी यंत्रणांनी दक्ष राहावे, अशा सूचना त्यांनी दिल्या. xyxy=(82,546,162,622)
masthead xyxy=(0,0,500,62)
story-st-body-a: मुंबई : राज्य परिवहन महामंडळाच्या सर्व कार्यालयांमध्ये यापुढे सर्व पत्रव्यवहार, सूचना व संदेश केवळ मराठी भाषेतूनच करावेत असे आदेश परिवहन मंत्री प्रताप सरनाईक यांनी दिले आहेत. मराठी भाषेचा सन्मान राखण्यासाठी हा निर्णय घेण्यात आला आहे. मुंबई : राज्य परिवहन महामंडळाच्या सर्व कार्यालयांमध्ये यापुढे सर्व पत्रव्यवहार, सूचना व संदेश केवळ मराठी भाषेतूनच करावेत असे आदेश परिवहन मंत्री प्रताप सरनाईक यांनी दिले आहेत. मराठी भाषेचा सन्मान राखण्यासाठी हा निर्णय घेण्यात आला आहे. मुंबई : राज्य परिवहन महामंडळाच्या सर्व कार्यालयांमध्ये यापुढे सर्व पत्रव्यवहार, सूचना व संदेश केवळ मराठी भाषेतूनच करावेत असे आदेश परिवहन मंत्री प्रताप xyxy=(372,116,444,162)
dateline-bar xyxy=(0,63,500,73)
edition-label: श्रीरामपूर - अहिल्यानगर xyxy=(0,64,53,72)
rni-number: RNI : MAHMAR/2012/42371 BII/SRP/134/2024-26 xyxy=(262,65,381,70)
story-forts-body-a: मुंबई : छत्रपती शिवाजी महाराजांचे गडकिल्ले भारतीय पुरातत्व विभागाच्या ताब्यात असल्याने त्यांच्या संवर्धनात अडचणी येत आहेत. हे किल्ले राज्य सरकारच्या ताब्यात द्यावेत, अशी मागणी सांस्कृतिक कार्य मंत्री आशिष शेलार यांनी केंद्रीय मंत्री गजेंद्रसिंह शेखावत यांना पत्राद्वारे केली आहे. मुंबई : छत्रपती शिवाजी महाराजांचे गडकिल्ले भारतीय पुरातत्व विभागाच्या ताब्यात असल्याने त्यांच्या संवर्धनात अडचणी येत आहेत. हे किल्ले राज्य सरकारच्या ताब्यात द्यावेत, अशी मागणी सांस्कृतिक कार्य मंत्री आशिष शेलार यांनी केंद्रीय मंत्री गजेंद्रसिंह शेखावत यांना पत्राद्वारे केली आहे. मुंबई : छत्रपती शिवाजी महाराजांचे गडकिल्ले भारतीय पुरातत्व विभागाच्या ताब्यात असल्याने त्यांच्या संवर्धनात अडचणी येत आहेत. हे किल्ले राज्य सरकारच्या ताब्यात द्यावेत, अशी मागणी सांस्कृतिक कार्य मंत्री आशिष शेलार यांनी केंद्रीय मंत्री गजेंद्रसिंह शेखावत यांना पत्राद्वारे केली आहे. मुंबई : छत्रपती शिवाजी महाराजांचे गडकिल्ले भारतीय पुरातत्व विभागाच्या ताब्यात असल्याने xyxy=(2,750,114,792)
story-khokya-photo xyxy=(2,324,76,386)
